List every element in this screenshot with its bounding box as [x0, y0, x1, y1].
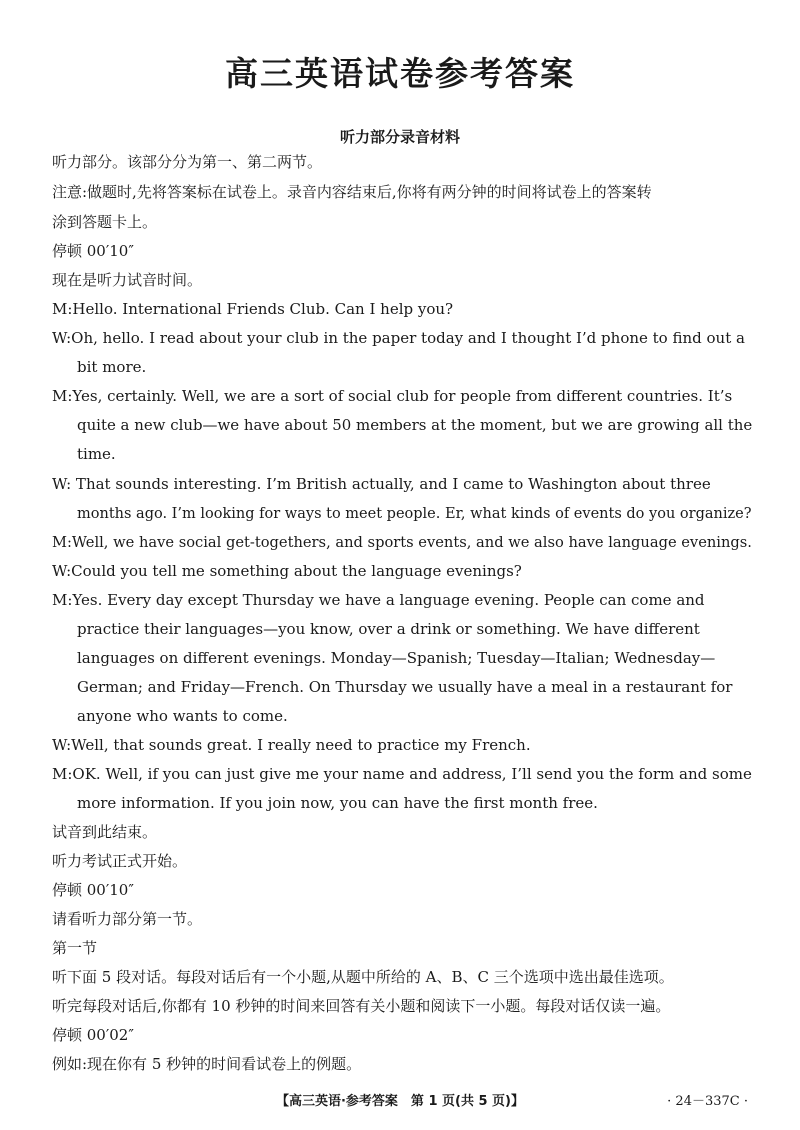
- dialogue-line: M:OK. Well, if you can just give me your name and address, I’ll send you the form and some: [52, 765, 752, 783]
- dialogue-line: M:Hello. International Friends Club. Can I help you?: [52, 300, 454, 318]
- dialogue-line: W: That sounds interesting. I’m British actually, and I came to Washington about three: [52, 475, 711, 493]
- dialogue-line: practice their languages—you know, over a drink or something. We have different: [77, 620, 700, 638]
- dialogue-line: bit more.: [77, 358, 147, 376]
- text-line: 听力考试正式开始。: [52, 852, 188, 870]
- section-heading: 第一节: [52, 939, 98, 957]
- section-subtitle: 听力部分录音材料: [339, 128, 460, 146]
- text-line: 涂到答题卡上。: [52, 213, 158, 231]
- page-footer: [0, 1090, 800, 1114]
- text-line: 例如:现在你有 5 秒钟的时间看试卷上的例题。: [52, 1055, 362, 1073]
- dialogue-line: time.: [77, 445, 116, 463]
- dialogue-line: M:Well, we have social get-togethers, and sports events, and we also have language evenings.: [52, 533, 752, 551]
- dialogue-line: M:Yes, certainly. Well, we are a sort of social club for people from different countries. It’s: [52, 387, 733, 405]
- dialogue-line: more information. If you join now, you can have the first month free.: [77, 794, 598, 812]
- text-line: 现在是听力试音时间。: [52, 271, 203, 289]
- page-title: 高三英语试卷参考答案: [225, 54, 575, 93]
- text-line: 请看听力部分第一节。: [52, 910, 203, 928]
- dialogue-line: anyone who wants to come.: [77, 707, 288, 725]
- dialogue-line: languages on different evenings. Monday—Spanish; Tuesday—Italian; Wednesday—: [77, 649, 716, 667]
- dialogue-line: W:Could you tell me something about the language evenings?: [52, 562, 522, 580]
- footer-code: · 24－337C ·: [667, 1094, 748, 1109]
- text-line: 试音到此结束。: [52, 823, 158, 841]
- dialogue-line: German; and Friday—French. On Thursday we usually have a meal in a restaurant for: [77, 678, 733, 696]
- text-line: 听下面 5 段对话。每段对话后有一个小题,从题中所给的 A、B、C 三个选项中选出最佳选项。: [52, 968, 674, 986]
- text-line: 听力部分。该部分分为第一、第二两节。: [52, 153, 323, 171]
- text-line: 注意:做题时,先将答案标在试卷上。录音内容结束后,你将有两分钟的时间将试卷上的答案转: [52, 183, 652, 201]
- dialogue-line: W:Well, that sounds great. I really need to practice my French.: [52, 736, 531, 754]
- footer-page-info: 【高三英语·参考答案 第 1 页(共 5 页)】: [275, 1094, 525, 1109]
- dialogue-line: W:Oh, hello. I read about your club in the paper today and I thought I’d phone to find out a: [52, 329, 745, 347]
- text-line: 停顿 00′10″: [52, 242, 134, 260]
- dialogue-line: quite a new club—we have about 50 members at the moment, but we are growing all the: [77, 416, 753, 434]
- dialogue-line: M:Yes. Every day except Thursday we have a language evening. People can come and: [52, 591, 705, 609]
- dialogue-line: months ago. I’m looking for ways to meet people. Er, what kinds of events do you organize?: [77, 504, 752, 522]
- text-line: 听完每段对话后,你都有 10 秒钟的时间来回答有关小题和阅读下一小题。每段对话仅读一遍。: [52, 997, 671, 1015]
- text-line: 停顿 00′02″: [52, 1026, 134, 1044]
- text-line: 停顿 00′10″: [52, 881, 134, 899]
